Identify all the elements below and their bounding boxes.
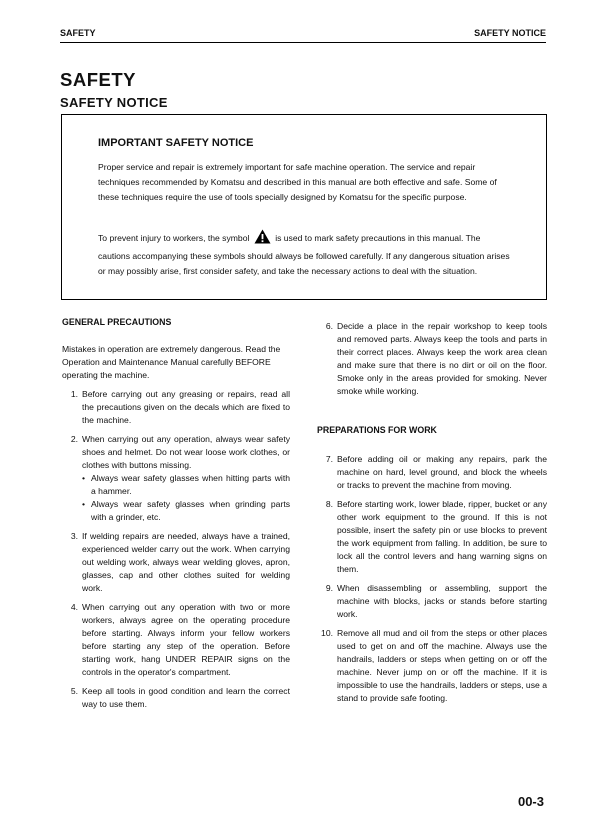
bullet-item: • Always wear safety glasses when hitting parts with a hammer. xyxy=(82,473,290,496)
list-item-8: 8. Before starting work, lower blade, ripper, bucket or any other work equipment to the ground. If this is not possible, insert the safety pin or use blocks to prevent the work equipment from falling. In addition, be sure to lock all the control levers and hang warning signs on them. xyxy=(325,499,547,574)
right-column xyxy=(317,316,547,705)
notice-title: IMPORTANT SAFETY NOTICE xyxy=(98,137,254,149)
general-precautions-heading: GENERAL PRECAUTIONS xyxy=(62,317,172,327)
running-header xyxy=(60,28,546,43)
important-safety-notice-box xyxy=(61,114,547,300)
list-item-7: 7. Before adding oil or making any repairs, park the machine on hard, level ground, and block the wheels or tracks to prevent the machine from moving. xyxy=(325,454,547,490)
page-title: SAFETY xyxy=(60,69,136,90)
notice-paragraph-2 xyxy=(98,229,510,279)
page-number: 00-3 xyxy=(517,794,544,809)
list-item-5: 5. Keep all tools in good condition and learn the correct way to use them. xyxy=(70,686,290,709)
general-intro: Mistakes in operation are extremely dangerous. Read the Operation and Maintenance Manual carefully BEFORE operating the machine. xyxy=(62,344,281,380)
preparations-heading: PREPARATIONS FOR WORK xyxy=(317,425,437,435)
notice-paragraph-1: Proper service and repair is extremely important for safe machine operation. The service and repair techniques recommended by Komatsu and described in this manual are both effective and safe. Some of these techniques require the use of tools specially designed by Komatsu for the specific purpose. xyxy=(98,162,497,202)
list-item-9: 9. When disassembling or assembling, support the machine with blocks, jacks or stands before starting work. xyxy=(325,583,547,619)
list-item-3: 3. If welding repairs are needed, always have a trained, experienced welder carry out the work. When carrying out welding work, always wear welding gloves, apron, glasses, cap and other clothes suited for welding work. xyxy=(70,531,290,593)
notice-paragraph-2-start: To prevent injury to workers, the symbol xyxy=(98,233,250,243)
list-item-6: 6. Decide a place in the repair workshop to keep tools and removed parts. Always keep the tools and parts in their correct places. Always keep the work area clean and make sure that there is no dirt or oil on the floor. Smoke only in the areas provided for smoking. Never smoke while working. xyxy=(325,321,547,396)
warning-triangle-icon xyxy=(254,229,271,249)
notice-paragraph-2-end: is used to mark safety precautions in this manual. The cautions accompanying these symbols should always be followed carefully. If any dangerous situation arises or may possibly arise, first consider safety, and take the necessary actions to deal with the situation. xyxy=(98,233,510,276)
header-section-label: SAFETY xyxy=(60,28,96,38)
page-subtitle: SAFETY NOTICE xyxy=(60,95,168,110)
list-item-10: 10. Remove all mud and oil from the steps or other places used to get on and off the machine. Always use the handrails, ladders or steps when getting on or off the machine. Never jump on or off the machine. If it is impossible to use the handrails, ladders or steps, use a stand to provide safe footing. xyxy=(321,628,547,703)
list-item-1: 1. Before carrying out any greasing or repairs, read all the precautions given on the decals which are fixed to the machine. xyxy=(70,389,290,425)
left-column xyxy=(62,316,290,711)
bullet-item: • Always wear safety glasses when grinding parts with a grinder, etc. xyxy=(82,499,290,522)
list-item-4: 4. When carrying out any operation with two or more workers, always agree on the operating procedure before starting. Always inform your fellow workers before starting any step of the operation. Before starting work, hang UNDER REPAIR signs on the controls in the operator's compartment. xyxy=(70,602,290,677)
header-subsection-label: SAFETY NOTICE xyxy=(474,28,546,38)
list-item-2: 2. When carrying out any operation, always wear safety shoes and helmet. Do not wear loose work clothes, or clothes with buttons missing. • Always wear safety glasses when hitting parts with a hammer. • Always wear safety glasses when grinding parts with a grinder, etc. xyxy=(70,434,290,522)
